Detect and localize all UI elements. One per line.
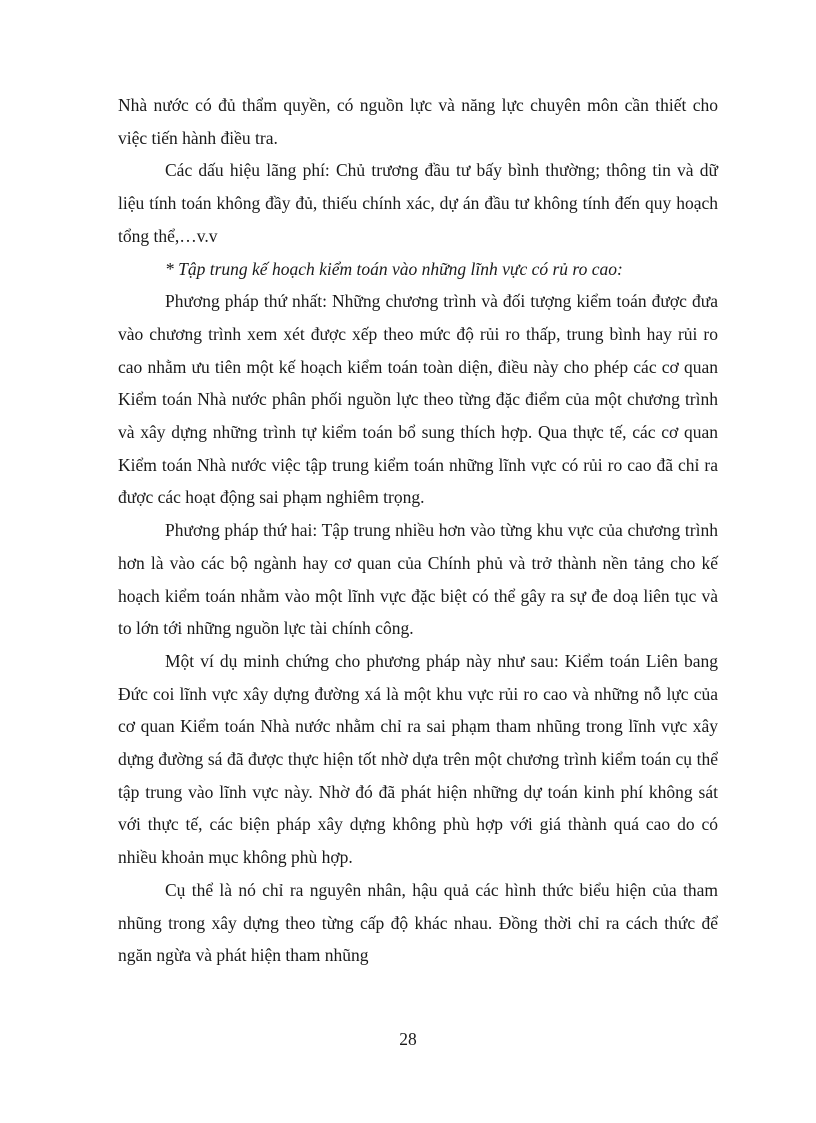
- paragraph-4: Phương pháp thứ hai: Tập trung nhiều hơn vào từng khu vực của chương trình hơn là vào các bộ ngành hay cơ quan của Chính phủ và trở thành nền tảng cho kế hoạch kiểm toán nhằm vào một lĩnh vực đặc biệt có thể gây ra sự đe doạ liên tục và to lớn tới những nguồn lực tài chính công.: [118, 520, 718, 639]
- paragraph-3: Phương pháp thứ nhất: Những chương trình và đối tượng kiểm toán được đưa vào chương trình xem xét được xếp theo mức độ rủi ro thấp, trung bình hay rủi ro cao nhằm ưu tiên một kế hoạch kiểm toán toàn diện, điều này cho phép các cơ quan Kiểm toán Nhà nước phân phối nguồn lực theo từng đặc điểm của một chương trình và xây dựng những trình tự kiểm toán bổ sung thích hợp. Qua thực tế, các cơ quan Kiểm toán Nhà nước việc tập trung kiểm toán những lĩnh vực có rủi ro cao đã chỉ ra được các hoạt động sai phạm nghiêm trọng.: [118, 291, 718, 508]
- paragraph-5: Một ví dụ minh chứng cho phương pháp này như sau: Kiểm toán Liên bang Đức coi lĩnh vực xây dựng đường xá là một khu vực rủi ro cao và những nỗ lực của cơ quan Kiểm toán Nhà nước nhằm chỉ ra sai phạm tham nhũng trong lĩnh vực xây dựng đường sá đã được thực hiện tốt nhờ dựa trên một chương trình kiểm toán cụ thể tập trung vào lĩnh vực này. Nhờ đó đã phát hiện những dự toán kinh phí không sát với thực tế, các biện pháp xây dựng không phù hợp với giá thành quá cao do có nhiều khoản mục không phù hợp.: [118, 650, 718, 868]
- paragraph-6: Cụ thể là nó chỉ ra nguyên nhân, hậu quả các hình thức biểu hiện của tham nhũng trong xây dựng theo từng cấp độ khác nhau. Đồng thời chỉ ra cách thức để ngăn ngừa và phát hiện tham nhũng: [118, 879, 718, 966]
- page-number: 28: [399, 1029, 417, 1049]
- paragraph-2: Các dấu hiệu lãng phí: Chủ trương đầu tư bấy bình thường; thông tin và dữ liệu tính toán không đầy đủ, thiếu chính xác, dự án đầu tư không tính đến quy hoạch tổng thể,…v.v: [118, 160, 718, 246]
- body-text: [118, 89, 718, 972]
- paragraph-1: Nhà nước có đủ thẩm quyền, có nguồn lực và năng lực chuyên môn cần thiết cho việc tiến hành điều tra.: [118, 95, 718, 148]
- section-heading: * Tập trung kế hoạch kiểm toán vào những lĩnh vực có rủ ro cao:: [165, 258, 623, 279]
